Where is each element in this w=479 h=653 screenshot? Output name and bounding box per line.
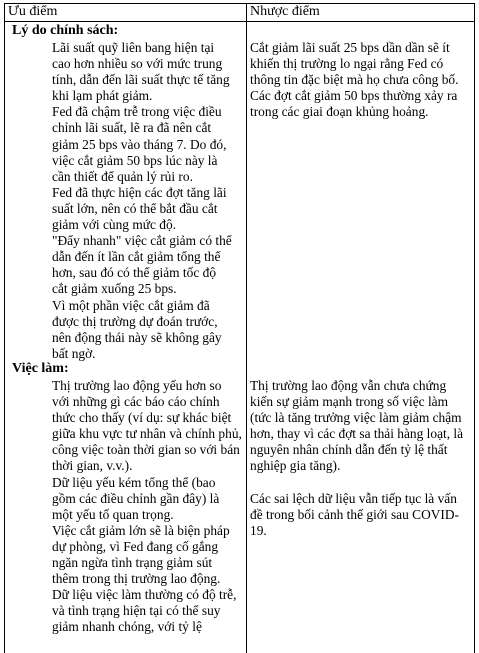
jobs-pros: [52, 378, 242, 636]
header-pros: Ưu điểm: [8, 4, 58, 19]
policy-pro-item: Fed đã thực hiện các đợt tăng lãi suất lớn, nên có thể bắt đầu cắt giảm với cùng mức độ.: [52, 184, 227, 233]
policy-cons: [250, 40, 470, 120]
policy-pro-item: Fed đã chậm trễ trong việc điều chỉnh lãi suất, lẽ ra đã nên cắt giảm 25 bps vào tháng 7. Do đó, việc cắt giảm 50 bps lúc này là cần thiết để quản lý rủi ro.: [52, 104, 227, 184]
jobs-pro-item: Dữ liệu việc làm thường có độ trễ, và tình trạng hiện tại có thể suy giảm nhanh chóng, với tỷ lệ: [52, 587, 237, 635]
header-divider: [4, 21, 475, 22]
jobs-con-item: Thị trường lao động vẫn chưa chứng kiến sự giảm mạnh trong số việc làm (tức là tăng trưởng việc làm giảm chậm hơn, thay vì các đợt sa thải hàng loạt, là nguyên nhân chính dẫn đến tỷ lệ thất nghiệp gia tăng).: [250, 378, 464, 474]
section-title-policy: Lý do chính sách:: [12, 23, 119, 38]
jobs-pro-item: Thị trường lao động yếu hơn so với những gì các báo cáo chính thức cho thấy (ví dụ: sự khác biệt giữa khu vực tư nhân và chính phủ, công việc toàn thời gian so với bán thời gian, v.v.).: [52, 378, 242, 474]
policy-pro-item: Lãi suất quỹ liên bang hiện tại cao hơn nhiều so với mức trung tính, dẫn đến lãi suất thực tế tăng khi lạm phát giảm.: [52, 40, 230, 104]
policy-pro-item: "Đẩy nhanh" việc cắt giảm có thể dẫn đến ít lần cắt giảm tổng thể hơn, sau đó có thể giảm tốc độ cắt giảm xuống 25 bps.: [52, 233, 232, 297]
table-top-border: [4, 3, 475, 4]
column-divider: [246, 3, 247, 653]
section-title-jobs: Việc làm:: [12, 361, 69, 376]
header-cons: Nhược điểm: [250, 4, 320, 19]
table-left-border: [4, 3, 5, 653]
policy-con-item: Cắt giảm lãi suất 25 bps dần dần sẽ ít khiến thị trường lo ngại rằng Fed có thông tin đặc biệt mà họ chưa công bố. Các đợt cắt giảm 50 bps thường xảy ra trong các giai đoạn khủng hoảng.: [250, 40, 459, 120]
jobs-con-item: Các sai lệch dữ liệu vẫn tiếp tục là vấn đề trong bối cảnh thế giới sau COVID-19.: [250, 490, 460, 538]
table-right-border: [474, 3, 475, 653]
policy-pros: [52, 40, 234, 362]
jobs-pro-item: Việc cắt giảm lớn sẽ là biện pháp dự phòng, vì Fed đang cố gắng ngăn ngừa tình trạng giảm sút thêm trong thị trường lao động.: [52, 522, 230, 587]
policy-pro-item: Vì một phần việc cắt giảm đã được thị trường dự đoán trước, nên động thái này sẽ không gây bất ngờ.: [52, 297, 222, 361]
jobs-pro-item: Dữ liệu yếu kém tổng thể (bao gồm các điều chỉnh gần đây) là một yếu tố quan trọng.: [52, 474, 220, 522]
jobs-cons: [250, 378, 472, 539]
